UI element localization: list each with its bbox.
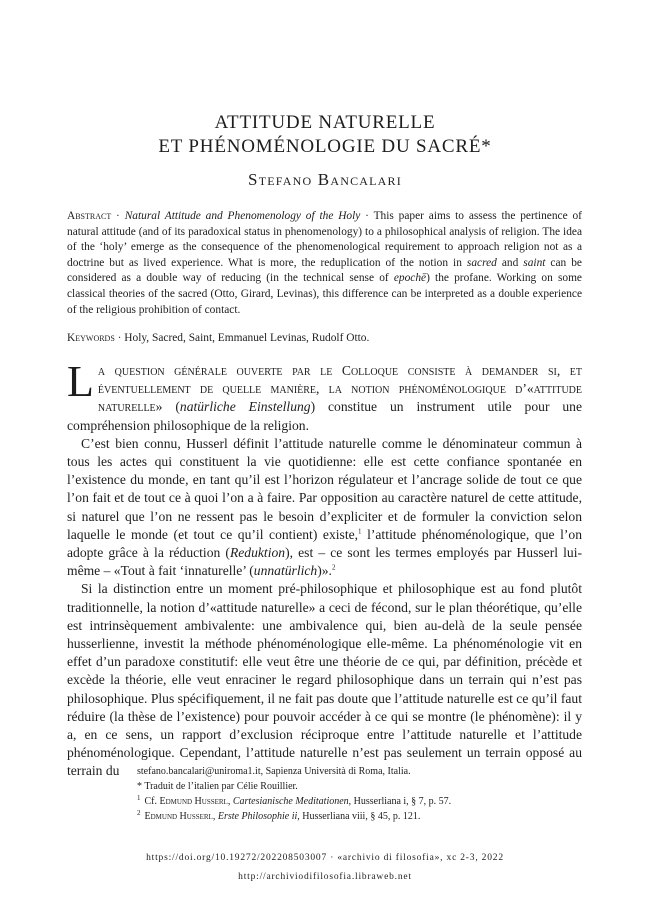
abstract-and: and bbox=[496, 256, 524, 269]
doi-line[interactable]: https://doi.org/10.19272/202208503007 · «archivio di filosofia», xc 2-3, 2022 bbox=[146, 853, 504, 863]
footnote-1-pre: Cf. bbox=[144, 796, 160, 807]
abstract-term-saint: saint bbox=[523, 256, 546, 269]
footnote-1-work: Cartesianische Meditationen bbox=[232, 796, 349, 807]
footnote-1 bbox=[137, 795, 587, 809]
paragraph-2-text-d: )». bbox=[317, 563, 332, 579]
keywords-text: · Holy, Sacred, Saint, Emmanuel Levinas, Rudolf Otto. bbox=[114, 332, 370, 344]
paragraph-1-text-b: ) constitue un instrument utile pour une compréhension philosophique de la religion. bbox=[67, 399, 582, 433]
paragraph-1-italic: natürliche Einstellung bbox=[179, 399, 311, 415]
paragraph-2-text-b: l’attitude phénoménologique, que l’on adopte grâce à la réduction ( bbox=[67, 526, 582, 561]
paper-title-line-1: ATTITUDE NATURELLE bbox=[214, 112, 436, 133]
footnote-ref-2[interactable]: 2 bbox=[331, 563, 336, 572]
abstract-title: Natural Attitude and Phenomenology of the Holy bbox=[124, 210, 361, 222]
author-name: Stefano Bancalari bbox=[248, 170, 402, 189]
paragraph-2 bbox=[67, 435, 582, 581]
abstract-text-c: ) the profane. Working on some classical theories of the sacred (Otto, Girard, Levinas), this difference can be interpreted as a double experience of the religious prohibition of contact. bbox=[67, 272, 582, 316]
keywords-label: Keywords bbox=[67, 332, 115, 344]
paragraph-2-italic-2: unnatürlich bbox=[253, 563, 318, 579]
journal-url[interactable]: http://archiviodifilosofia.libraweb.net bbox=[238, 872, 412, 882]
abstract-separator: · bbox=[111, 210, 125, 222]
footnote-2-number: 2 bbox=[137, 808, 141, 817]
paragraph-1-text-a: a question générale ouverte par le Colloque consiste à demander si, et éventuellement de quelle manière, la notion phénoménologique d’«attitude naturelle» ( bbox=[97, 363, 582, 415]
paragraph-2-text-a: C’est bien connu, Husserl définit l’attitude naturelle comme le dénominateur commun à tous les actes qui constituent la vie quotidienne: elle est cette confiance spontanée en l’existence du monde, en tant qu’il est l’horizon régulateur et l’ancrage solide de tout ce que l’on fait et de tout ce à quoi l’on a à faire. Par opposition au caractère naturel de cette attitude, si naturel que l’on ne ressent pas le besoin d’expliciter et de formuler la conviction selon laquelle le monde (et tout ce qu’il contient) existe, bbox=[67, 435, 582, 542]
paragraph-3: Si la distinction entre un moment pré-philosophique et philosophique est au fond plutôt traditionnelle, la notion d’«attitude naturelle» a ceci de fécond, sur le plan théorétique, qu’elle est intrinsèquement ambivalente: une ambivalence qui, bien au-delà de la seule pensée husserlienne, investit la méthode phénoménologique elle-même. La phénoménologie vit en effet d’un paradoxe constitutif: elle veut être une théorie de ce qui, par définition, précède et excède la théorie, elle veut enraciner le regard philosophique dans un terrain qui n’est pas philosophique. Plus spécifiquement, il ne fait pas doute que l’attitude naturelle est ce qu’il faut réduire (la thèse de l’existence) pour pouvoir accéder à ce qui se montre (le phénomène): il y a, en ce sens, un rapport d’exclusion réciproque entre l’attitude naturelle et l’attitude phénoménologique. Cependant, l’attitude naturelle n’est pas seulement un terrain opposé au terrain du bbox=[67, 581, 582, 779]
footnote-1-sep: , bbox=[227, 796, 233, 807]
translation-note: * Traduit de l’italien par Célie Rouillier. bbox=[137, 781, 298, 792]
abstract-term-sacred: sacred bbox=[466, 256, 497, 269]
drop-cap: L bbox=[67, 357, 94, 406]
abstract bbox=[67, 209, 582, 318]
footnotes bbox=[137, 765, 587, 825]
footnote-2-rest: , Husserliana viii, § 45, p. 121. bbox=[297, 811, 421, 822]
abstract-text-a: · This paper aims to assess the pertinence of natural attitude (and of its paradoxical status in phenomenology) to a philosophical analysis of religion. The idea of the ‘holy’ emerge as the consequence of the phenomenological requirement to approach religion not as a doctrine but as lived experience. What is more, the reduplication of the notion in bbox=[67, 210, 582, 269]
body-text bbox=[67, 357, 582, 781]
affiliation-note: stefano.bancalari@uniroma1.it, Sapienza Università di Roma, Italia. bbox=[137, 766, 411, 777]
paragraph-2-italic-1: Reduktion bbox=[229, 545, 286, 561]
paragraph-2-text-c: ), est – ce sont les termes employés par Husserl lui-même – «Tout à fait ‘innaturelle’ ( bbox=[67, 545, 582, 579]
footnote-1-number: 1 bbox=[137, 793, 141, 802]
paper-title-line-2: ET PHÉNOMÉNOLOGIE DU SACRÉ* bbox=[158, 136, 492, 157]
footnote-2-sep: , bbox=[212, 811, 218, 822]
keywords bbox=[67, 331, 582, 347]
footnote-ref-1[interactable]: 1 bbox=[358, 527, 362, 536]
footnote-2 bbox=[137, 810, 587, 824]
footnote-1-rest: , Husserliana i, § 7, p. 57. bbox=[348, 796, 452, 807]
footnote-1-author: Edmund Husserl bbox=[159, 796, 228, 807]
footnote-2-work: Erste Philosophie ii bbox=[217, 811, 298, 822]
abstract-text-b: can be considered as a double way of reducing (in the technical sense of bbox=[67, 256, 582, 285]
paragraph-1 bbox=[67, 357, 582, 435]
footnote-2-author: Edmund Husserl bbox=[144, 811, 213, 822]
abstract-term-epoche: epochē bbox=[393, 272, 427, 285]
abstract-label: Abstract bbox=[67, 210, 112, 222]
